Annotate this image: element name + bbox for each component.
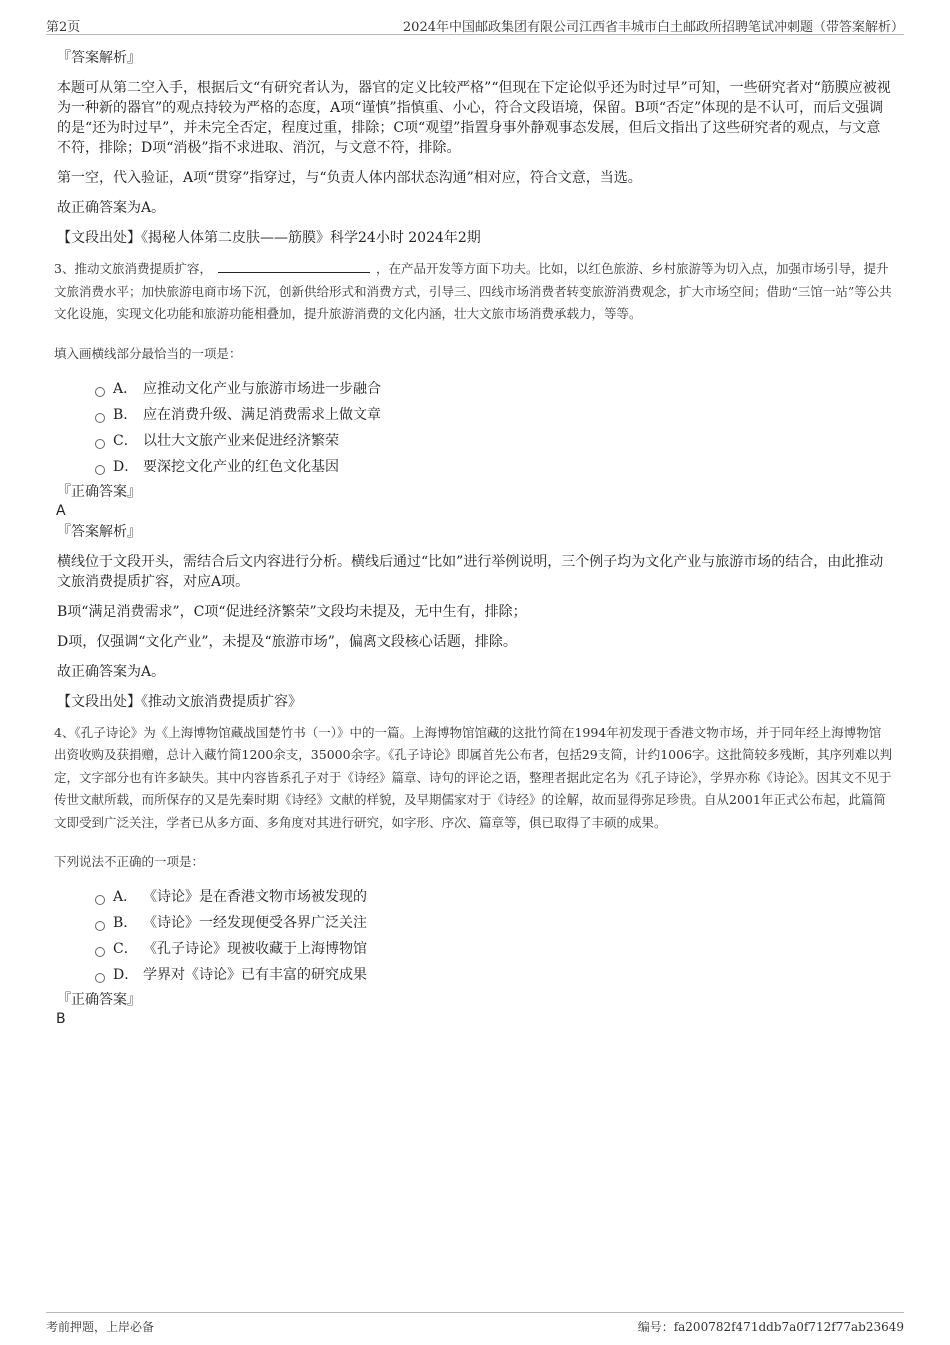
q3-analysis-label: 『答案解析』 [57, 523, 141, 540]
option-text: 应在消费升级、满足消费需求上做文章 [143, 406, 381, 423]
radio-icon[interactable] [95, 895, 105, 905]
radio-icon[interactable] [95, 413, 105, 423]
option-label: D． [113, 967, 139, 983]
q2-source: 【文段出处】《揭秘人体第二皮肤——筋膜》科学24小时 2024年2期 [57, 230, 481, 246]
q4-options [95, 884, 893, 988]
q4-stem: 4、《孔子诗论》为《上海博物馆藏战国楚竹书（一）》中的一篇。上海博物馆馆藏的这批竹简在1994年初发现于香港文物市场，并于同年经上海博物馆出资收购及获捐赠，总计入藏竹简1200余支，35000余字。《孔子诗论》即属首先公布者，包括29支简，计约1006字。这批简较多残断，其序列难以判定，文字部分也有许多缺失。其中内容皆系孔子对于《诗经》篇章、诗句的评论之语，整理者据此定名为《孔子诗论》，学界亦称《诗论》。因其文不见于传世文献所载，而所保存的又是先秦时期《诗经》文献的样貌，及早期儒家对于《诗经》的诠解，故而显得弥足珍贵。自从2001年正式公布起，此篇简文即受到广泛关注，学者已从多方面、多角度对其进行研究，如字形、序次、篇章等，俱已取得了丰硕的成果。 [54, 724, 893, 830]
q4-option-c[interactable] [95, 936, 893, 962]
q4-option-b[interactable] [95, 910, 893, 936]
radio-icon[interactable] [95, 465, 105, 475]
radio-icon[interactable] [95, 921, 105, 931]
q3-analysis-p4: 故正确答案为A。 [57, 663, 166, 680]
q4-answer: B [56, 1011, 66, 1027]
radio-icon[interactable] [95, 973, 105, 983]
option-text: 应推动文化产业与旅游市场进一步融合 [143, 380, 381, 397]
page-header [46, 14, 904, 35]
q3-analysis-p2: B项“满足消费需求”，C项“促进经济繁荣”文段均未提及，无中生有，排除； [57, 603, 527, 620]
footer-slogan: 考前押题，上岸必备 [46, 1320, 155, 1334]
q3-analysis-p1: 横线位于文段开头，需结合后文内容进行分析。横线后通过“比如”进行举例说明，三个例子均为文化产业与旅游市场的结合，由此推动文旅消费提质扩容，对应A项。 [57, 553, 884, 590]
q3-option-d[interactable] [95, 454, 893, 480]
option-label: B． [113, 406, 138, 423]
option-text: 要深挖文化产业的红色文化基因 [143, 458, 339, 475]
q4-prompt: 下列说法不正确的一项是： [54, 854, 205, 869]
page-footer [46, 1312, 904, 1337]
option-text: 《孔子诗论》现被收藏于上海博物馆 [143, 941, 367, 957]
q3-stem-after: ，在产品开发等方面下功夫。比如，以红色旅游、乡村旅游等为切入点，加强市场引导，提升文旅消费水平；加快旅游电商市场下沉，创新供给形式和消费方式，引导三、四线市场消费者转变旅游消费观念，扩大市场空间；借助“三馆一站”等公共文化设施，实现文化功能和旅游功能相叠加，提升旅游消费的文化内涵，壮大文旅市场消费承载力，等等。 [54, 261, 892, 321]
option-label: A． [113, 889, 138, 905]
q4-answer-label: 『正确答案』 [57, 992, 141, 1008]
option-text: 学界对《诗论》已有丰富的研究成果 [143, 967, 367, 983]
option-label: D． [113, 458, 139, 475]
q2-analysis-p1: 本题可从第二空入手，根据后文“有研究者认为，器官的定义比较严格”“但现在下定论似乎还为时过早”可知，一些研究者对“筋膜应被视为一种新的器官”的观点持较为严格的态度，A项“谨慎”指慎重、小心，符合文段语境，保留。B项“否定”体现的是不认可，而后文强调的是“还为时过早”，并未完全否定，程度过重，排除；C项“观望”指置身事外静观事态发展，但后文指出了这些研究者的观点，与文意不符，排除；D项“消极”指不求进取、消沉，与文意不符，排除。 [57, 80, 891, 156]
q2-analysis-p2: 第一空，代入验证，A项“贯穿”指穿过，与“负责人体内部状态沟通”相对应，符合文意，当选。 [57, 170, 642, 186]
footer-code-label: 编号： [637, 1320, 674, 1334]
option-text: 以壮大文旅产业来促进经济繁荣 [143, 432, 339, 449]
q3-answer: A [56, 502, 66, 519]
q3-option-a[interactable] [95, 376, 893, 402]
q3-stem [54, 258, 893, 326]
footer-code-value: fa200782f471ddb7a0f712f77ab23649 [673, 1320, 904, 1334]
q2-analysis-label: 『答案解析』 [57, 50, 141, 66]
option-label: B． [113, 915, 138, 931]
q3-source: 【文段出处】《推动文旅消费提质扩容》 [57, 693, 302, 710]
q3-prompt: 填入画横线部分最恰当的一项是： [54, 345, 242, 361]
q3-option-c[interactable] [95, 428, 893, 454]
q4-option-a[interactable] [95, 884, 893, 910]
radio-icon[interactable] [95, 439, 105, 449]
page-content [54, 44, 893, 1028]
radio-icon[interactable] [95, 947, 105, 957]
option-text: 《诗论》是在香港文物市场被发现的 [143, 889, 367, 905]
q3-blank [218, 260, 370, 273]
footer-code [638, 1318, 904, 1335]
q3-answer-label: 『正确答案』 [57, 483, 141, 500]
option-label: C． [113, 941, 138, 957]
page-number: 第2页 [46, 20, 81, 35]
radio-icon[interactable] [95, 387, 105, 397]
q4-option-d[interactable] [95, 962, 893, 988]
q3-stem-before: 3、推动文旅消费提质扩容， [54, 261, 212, 276]
q2-analysis-p3: 故正确答案为A。 [57, 200, 166, 216]
document-title: 2024年中国邮政集团有限公司江西省丰城市白土邮政所招聘笔试冲刺题（带答案解析） [402, 20, 904, 35]
q3-analysis-p3: D项，仅强调“文化产业”，未提及“旅游市场”，偏离文段核心话题，排除。 [57, 633, 517, 650]
q3-option-b[interactable] [95, 402, 893, 428]
q3-options [95, 376, 893, 480]
option-label: C． [113, 432, 138, 449]
option-text: 《诗论》一经发现便受各界广泛关注 [143, 915, 367, 931]
option-label: A． [113, 380, 138, 397]
